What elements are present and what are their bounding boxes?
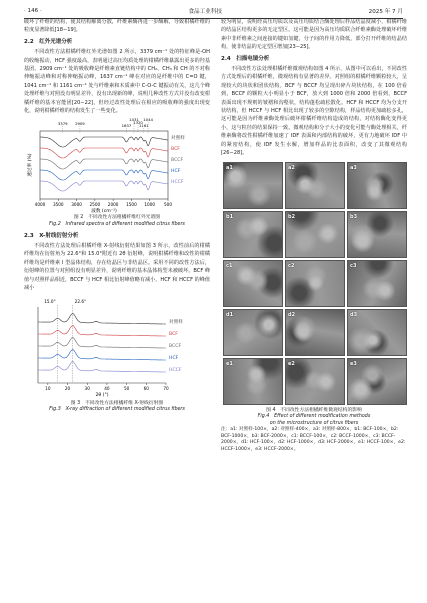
paragraph-intro-left: 破坏了纤维的结构，使其结构解离分散，纤维素酶再进一步酶解，导致柑橘纤维的粒度显著降低[18−19]。 (24, 19, 210, 34)
left-column (24, 18, 210, 414)
page-number: · 146 · (24, 8, 42, 14)
ir-spectrum-chart (24, 117, 210, 213)
ir-series-line (40, 181, 168, 191)
section-heading-sem: 2.4 扫描电镜分析 (221, 55, 270, 62)
xrd-x-tick-label: 50 (123, 385, 130, 391)
ir-peak-label: 2909 (75, 121, 85, 127)
micrograph-label: c3 (350, 262, 357, 269)
micrograph-label: b1 (226, 213, 234, 220)
micrograph-d3 (347, 309, 407, 356)
micrograph-label: b3 (350, 213, 358, 220)
micrograph-label: a2 (288, 164, 295, 171)
micrograph-a2 (285, 162, 345, 209)
ir-x-tick-label: 3500 (52, 202, 64, 208)
ir-x-tick-label: 2500 (89, 202, 101, 208)
xrd-x-tick-label: 20 (64, 385, 71, 391)
micrograph-e1 (223, 358, 283, 405)
micrograph-label: e2 (288, 360, 295, 367)
paragraph-xrd: 不同改性方法处理后柑橘纤维 X-射线衍射结果如图 3 所示，改性前后的柑橘纤维均在衍射角为 22.6°和 15.0°附近有 2θ 衍射峰，说明柑橘纤维和改性的柑橘纤维均是纤维素 I 型晶体结构，存在结晶区与非结晶区。采用不同的改性方法后，衍射峰的位置与对照组没有明显差异，说明纤维的基本晶体构型未被破坏。BCF 峰值与对照样品相近，BCCF 与 HCF 相比衍射峰值略有减小，HCF 和 HCCF 的峰值减小 (24, 243, 210, 292)
xrd-series-line (38, 361, 166, 371)
micrograph-label: a3 (350, 164, 357, 171)
xrd-legend-label: HCCF (169, 367, 182, 373)
micrograph-e2 (285, 358, 345, 405)
ir-x-axis-label: 波数 (cm⁻¹) (91, 209, 117, 214)
micrograph-label: e3 (350, 360, 357, 367)
xrd-peak-annotation: 15.0° (44, 298, 56, 304)
ir-x-tick-label: 500 (164, 202, 172, 208)
xrd-legend-label: 对照样 (169, 319, 183, 325)
figure2-caption-cn: 图 2 不同改性方法柑橘纤维红外光谱图 (73, 215, 161, 221)
xrd-chart (24, 295, 210, 399)
micrograph-a3 (347, 162, 407, 209)
figure4-caption-en-2: on the microstructure of citrus fibers (269, 420, 359, 426)
micrograph-e3 (347, 358, 407, 405)
xrd-series-line (38, 325, 166, 335)
ir-peak-label: 1161 (138, 123, 149, 129)
paragraph-sem: 不同改性方法处理柑橘纤维微观结构如图 4 所示，从图中可以看出，不同改性方式处理后的柑橘纤维，微观结构有显著的差异。对照组的柑橘纤维颗粒较大，呈现较大的块状和团状结构。BCF 与 BCCF 均呈现出碎片块状结构，在 100 倍看到，BCCF 的颗粒大小明显小于 BCF，放大到 1000 倍和 2000 倍看到，BCCF 表面出现不规则的皱褶和沟壑状，结构蓬松疏松散化。HCF 和 HCCF 均为分支开状结构，但 HCCF 与 HCF 相比出现了较多的空隙结构，样品结构更加疏松多孔，这可能是因为纤维素酶处理后破坏柑橘纤维结构造成的结构，对结构酶化变得更小，这与粒径的结果保持一致。微观结构和分子大小的变化可能与酶处理相关，纤维素酶将改性柑橘纤维加速了 IDF 表面和内部结构的破坏，更有力地破坏 IDF 中的紧密结构，使 IDF 发生水解，增加样品的比表面积，改变了其微观结构[26−28]。 (221, 66, 407, 157)
xrd-legend-label: BCF (169, 331, 178, 337)
micrograph-label: d1 (226, 311, 234, 318)
xrd-legend-label: BCCF (169, 343, 182, 349)
journal-name: 食品工业科技 (188, 9, 223, 15)
xrd-peak-annotation: 22.6° (74, 298, 87, 304)
ir-series-line (40, 148, 168, 158)
paragraph-intro-right: 较为明显，说明经高压均质以及高压均质结合酶处理后样品结晶度减小，柑橘纤维的结晶区结构更多的无定型区。这可能是因为高压均质联合纤维素酶处理破坏纤维素中非纤维素之间连接的键如氢键，分子间的作用力降低，部分打开纤维的结晶结构，使非结晶的无定型区增加[23−25]。 (221, 19, 407, 51)
figure3-caption-cn: 图 3 不同改性方法柑橘纤维 X-射线衍射图 (70, 400, 164, 406)
ir-series-line (40, 137, 168, 147)
micrograph-label: e1 (226, 360, 233, 367)
section-heading-xrd: 2.3 X-射线衍射分析 (24, 232, 79, 239)
micrograph-a1 (223, 162, 283, 209)
section-heading-ir: 2.2 红外光谱分析 (24, 38, 73, 45)
xrd-x-tick-label: 40 (104, 385, 110, 391)
ir-x-tick-label: 3000 (71, 202, 82, 208)
paragraph-ir: 不同改性方法柑橘纤维红外光谱如图 2 所示，3379 cm⁻¹ 处的特征峰是-OH 的收缩振动，HCF 强度最高，表明通过高压均质处理的柑橘纤维暴露出更多的羟基基团。2909 cm⁻¹ 处的吸收峰是纤维素直链结构中的 CH₂、CH₃ 和 CH 的不对称伸缩振动峰和对称伸缩振动峰，1637 cm⁻¹ 峰在对应的是纤维中的 C=O 键，1041 cm⁻¹ 和 1161 cm⁻¹ 处与纤维素和木质素中 C-O-C 键振动有关，这几个峰处理纤维与对照没有明显差异，没有出现新的峰，说明几种改性方式并没有改变柑橘纤维的基本官能团[20−22]，但经过改性处理后在相应的吸收峰的强度出现变化，说明柑橘纤维的结构发生了一些变化。 (24, 49, 210, 115)
ir-peak-label: 1320 (133, 120, 143, 126)
micrograph-d1 (223, 309, 283, 356)
right-column (221, 18, 407, 454)
micrograph-label: c2 (288, 262, 295, 269)
ir-legend-label: BCF (171, 147, 180, 153)
figure4-caption-cn: 图 4 不同改性方法柑橘纤维微观结构的影响 (266, 407, 362, 413)
xrd-x-axis-label: 2θ (°) (95, 392, 109, 398)
micrograph-c2 (285, 260, 345, 307)
xrd-series-line (38, 349, 166, 359)
ir-series-line (40, 159, 168, 169)
micrograph-label: b2 (288, 213, 296, 220)
ir-y-axis-label: 透过率 (%) (28, 153, 33, 178)
ir-legend-label: 对照样 (171, 136, 185, 142)
ir-x-tick-label: 2000 (107, 202, 119, 208)
ir-legend-label: HCCF (171, 180, 184, 186)
ir-x-tick-label: 1500 (126, 202, 137, 208)
xrd-legend-label: HCF (169, 355, 179, 361)
micrograph-c1 (223, 260, 283, 307)
ir-legend-label: HCF (171, 169, 181, 175)
xrd-x-tick-label: 70 (163, 385, 169, 391)
micrograph-label: a1 (226, 164, 233, 171)
ir-peak-label: 3379 (57, 121, 68, 127)
ir-x-tick-label: 1000 (144, 202, 156, 208)
ir-peak-label: 1637 (121, 123, 132, 129)
xrd-series-line (38, 313, 166, 323)
ir-peak-label: 1044 (143, 117, 153, 123)
figure4-note: 注：a1: 对照样-100×，a2: 对照样-400×，a3: 对照样-800×，b1: BCF-100×，b2: BCF-1000×，b3: BCF-2000×，c1: BCCF-100×，c2: BCCF-1000×，c3: BCCF-2000×，d1: HCF-100×，d2: HCF-1000×，d3: HCF-2000×，e1: HCCF-100×，e2: HCCF-1000×，e3: HCCF-2000×。 (221, 427, 406, 453)
xrd-x-tick-label: 30 (84, 385, 90, 391)
figure3-caption-en: Fig.3 X-ray diffraction of different modified citrus fibers (49, 407, 185, 413)
micrograph-d2 (285, 309, 345, 356)
micrograph-label: d2 (288, 311, 296, 318)
xrd-series-line (38, 337, 166, 347)
micrograph-grid (223, 162, 407, 405)
ir-peak-label: 1431 (129, 117, 139, 123)
ir-legend-label: BCCF (171, 158, 184, 164)
figure4-caption-en-1: Fig.4 Effect of different modification methods (257, 414, 371, 420)
xrd-x-tick-label: 60 (143, 385, 149, 391)
micrograph-b3 (347, 211, 407, 258)
ir-series-line (40, 170, 168, 180)
micrograph-label: c1 (226, 262, 233, 269)
xrd-x-tick-label: 10 (45, 385, 51, 391)
micrograph-b2 (285, 211, 345, 258)
ir-x-tick-label: 4000 (34, 202, 46, 208)
issue-date: 2025 年 7 月 (368, 9, 403, 15)
micrograph-label: d3 (350, 311, 358, 318)
micrograph-b1 (223, 211, 283, 258)
figure2-caption-en: Fig.2 Infrared spectra of different modified citrus fibers (49, 222, 185, 228)
micrograph-c3 (347, 260, 407, 307)
